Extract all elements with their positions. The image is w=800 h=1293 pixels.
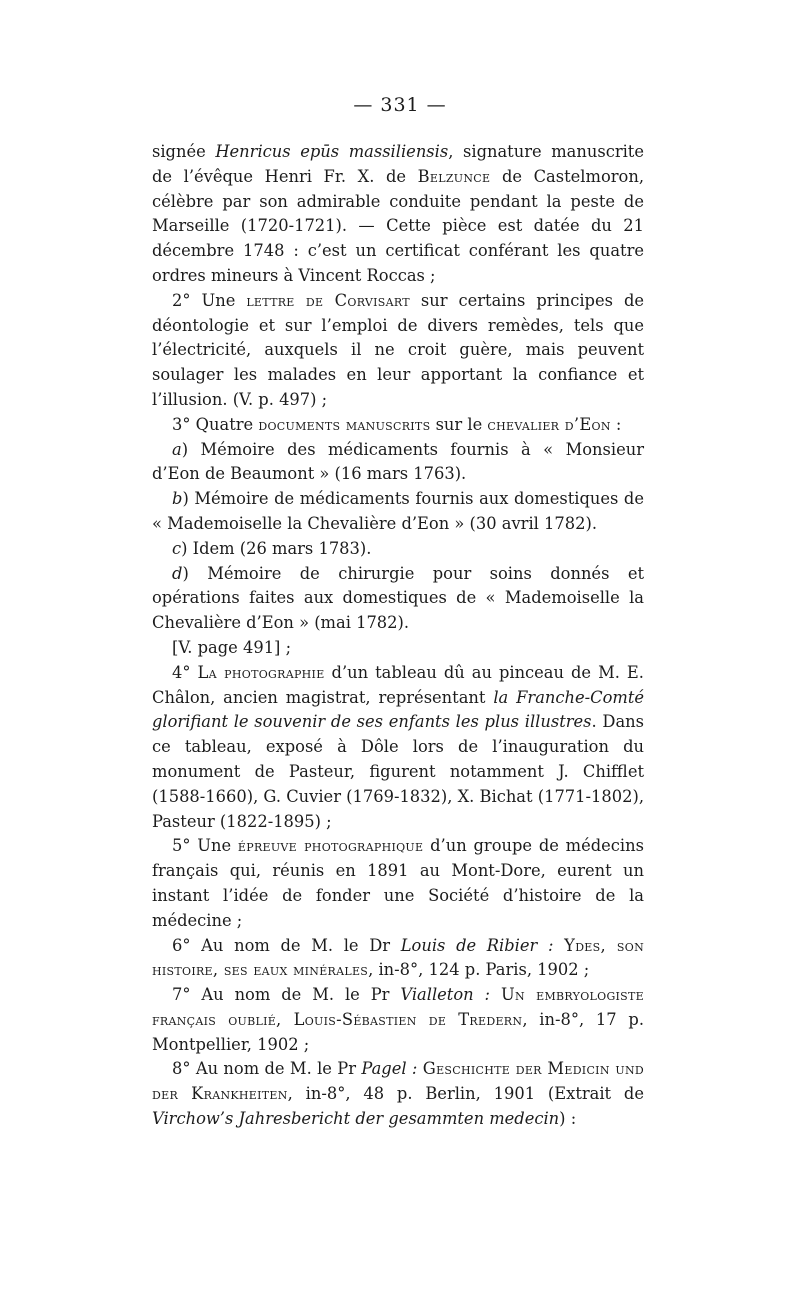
small-caps-text: épreuve photographique (237, 836, 424, 856)
italic-text: d (172, 563, 183, 583)
italic-text: Pagel : (361, 1059, 418, 1079)
small-caps-text: La photographie (197, 662, 325, 682)
small-caps-text: lettre de Corvisart (246, 290, 410, 310)
text-run: , in-8°, 124 p. Paris, 1902 ; (368, 960, 590, 980)
small-caps-text: documents manuscrits (258, 414, 431, 434)
text-run: d’un tableau dû au pinceau de M. E. Châlon, ancien magistrat, représentant (152, 662, 644, 707)
paragraph-p9 (152, 834, 644, 933)
italic-text: c (172, 538, 182, 558)
text-run: 4° (172, 662, 198, 682)
paragraph-p5 (152, 537, 644, 562)
italic-text: Vialleton : (400, 985, 491, 1005)
text-run: 8° Au nom de M. le Pr (172, 1059, 362, 1079)
text-run: 5° Une (172, 836, 238, 856)
text-run: sur le (430, 414, 488, 434)
text-run: signée (152, 142, 216, 161)
italic-text: b (172, 489, 183, 509)
paragraph-p12 (152, 1057, 644, 1131)
paragraph-p11 (152, 983, 644, 1057)
text-run: [V. page 491] ; (172, 637, 292, 657)
text-run: de Castelmoron, célèbre par son admirable conduite pendant la peste de Marseille (1720-1721). — Cette pièce est datée du 21 décembre 1748 : c’est un certificat conférant les quatre ordres mineurs à Vincent Roccas ; (152, 166, 644, 285)
italic-text: a (172, 439, 182, 459)
paragraph-p2 (152, 413, 644, 438)
text-run: , in-8°, 17 p. Montpellier, 1902 ; (152, 1009, 644, 1054)
italic-text: la Franche-Comté glorifiant le souvenir de ses enfants les plus illustres (152, 687, 644, 732)
paragraph-p1 (152, 289, 644, 413)
text-run: : (610, 414, 622, 434)
small-caps-text: Ydes, son histoire, ses eaux minérales (152, 935, 644, 980)
text-run: ) Mémoire de médicaments fournis aux domestiques de « Mademoiselle la Chevalière d’Eon » (30 avril 1782). (152, 489, 644, 533)
small-caps-text: Un embryologiste français oublié, Louis-Sébastien de Tredern (152, 985, 644, 1029)
paragraph-p4 (152, 487, 644, 537)
text-run: , in-8°, 48 p. Berlin, 1901 (Extrait de (287, 1084, 644, 1104)
page-number: — 331 — (353, 94, 447, 116)
italic-text: Henricus epūs massiliensis (215, 142, 449, 161)
text-run: sur certains principes de déontologie et sur l’emploi de divers remèdes, tels que l’électricité, auxquels il ne croit guère, mais peuvent soulager les malades en leur apportant la confiance et l’illusion. (V. p. 497) ; (152, 290, 645, 409)
italic-text: Virchow’s Jahresbericht der gesammten medecin (152, 1109, 560, 1129)
paragraph-p3 (152, 438, 644, 488)
text-run (490, 985, 501, 1004)
text-run: 6° Au nom de M. le Dr (172, 935, 401, 955)
text-run: . Dans ce tableau, exposé à Dôle lors de l’inauguration du monument de Pasteur, figurent notamment J. Chifflet (1588-1660), G. Cuvier (1769-1832), X. Bichat (1771-1802), Pasteur (1822-1895) ; (152, 712, 644, 831)
text-run: ) : (559, 1109, 577, 1129)
text-run (553, 936, 564, 955)
text-run: ) Mémoire de chirurgie pour soins donnés et opérations faites aux domestiques de « Mademoiselle la Chevalière d’Eon » (mai 1782). (152, 563, 644, 633)
paragraph-p7 (152, 636, 644, 661)
text-run: , signature manuscrite de l’évêque Henri Fr. X. de (152, 142, 644, 186)
text-run: ) Idem (26 mars 1783). (181, 538, 372, 558)
text-run: 3° Quatre (172, 414, 259, 434)
text-run: 7° Au nom de M. le Pr (172, 985, 401, 1005)
text-run: ) Mémoire des médicaments fournis à « Monsieur d’Eon de Beaumont » (16 mars 1763). (152, 439, 644, 484)
paragraph-p6 (152, 562, 644, 636)
small-caps-text: chevalier d’Eon (487, 414, 611, 434)
paragraph-p8 (152, 661, 644, 835)
small-caps-text: Belzunce (417, 166, 491, 186)
paragraph-p10 (152, 934, 644, 984)
small-caps-text: Geschichte der Medicin und der Krankheiten (152, 1059, 644, 1104)
text-run: 2° Une (172, 290, 247, 310)
text-run: d’un groupe de médecins français qui, réunis en 1891 au Mont-Dore, eurent un instant l’idée de fonder une Société d’histoire de la médecine ; (152, 836, 644, 930)
body-text (152, 140, 644, 1132)
italic-text: Louis de Ribier : (400, 935, 554, 955)
paragraph-p0 (152, 140, 644, 289)
